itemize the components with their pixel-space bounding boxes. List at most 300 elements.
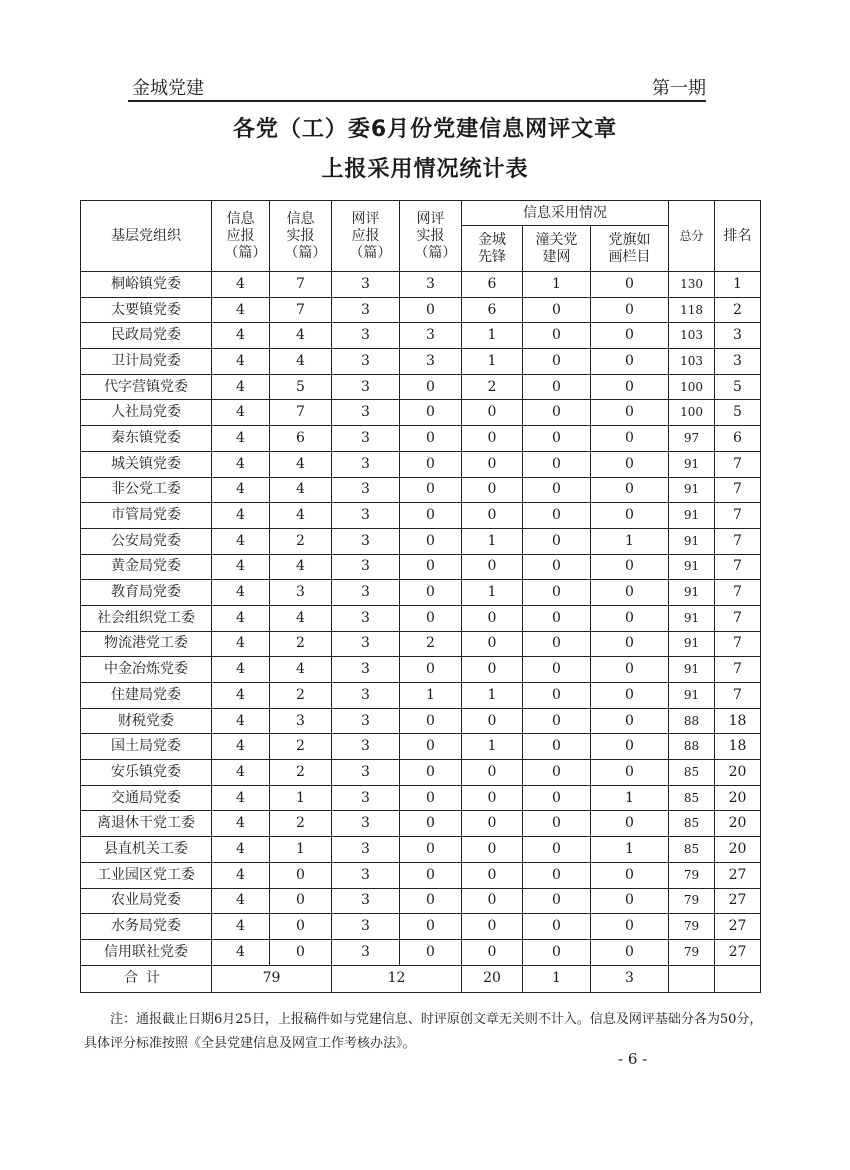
cell-info-quota: 4 — [212, 683, 270, 709]
cell-adopt-huangguan: 0 — [523, 837, 591, 863]
cell-web-actual: 0 — [400, 914, 462, 940]
publication-name: 金城党建 — [132, 78, 204, 99]
cell-info-quota: 4 — [212, 400, 270, 426]
cell-adopt-huangguan: 0 — [523, 939, 591, 965]
cell-adopt-dangqi: 1 — [591, 837, 669, 863]
cell-adopt-jincheng: 0 — [462, 631, 523, 657]
cell-org: 公安局党委 — [81, 528, 212, 554]
cell-web-actual: 0 — [400, 605, 462, 631]
table-title-line1: 各党（工）委6月份党建信息网评文章 — [232, 117, 618, 142]
cell-rank: 20 — [715, 811, 761, 837]
cell-web-quota: 3 — [332, 477, 400, 503]
cell-web-actual: 0 — [400, 708, 462, 734]
cell-info-quota: 4 — [212, 914, 270, 940]
cell-web-quota: 3 — [332, 760, 400, 786]
cell-adopt-jincheng: 0 — [462, 811, 523, 837]
cell-info-quota: 4 — [212, 837, 270, 863]
cell-info-actual: 7 — [270, 272, 332, 298]
cell-adopt-huangguan: 0 — [523, 605, 591, 631]
cell-info-actual: 3 — [270, 708, 332, 734]
cell-web-quota: 3 — [332, 631, 400, 657]
cell-adopt-huangguan: 0 — [523, 734, 591, 760]
cell-rank: 5 — [715, 374, 761, 400]
cell-total-score: 79 — [669, 939, 715, 965]
cell-adopt-jincheng: 0 — [462, 400, 523, 426]
cell-org: 交通局党委 — [81, 785, 212, 811]
cell-adopt-dangqi: 0 — [591, 323, 669, 349]
cell-org: 水务局党委 — [81, 914, 212, 940]
cell-total-score: 100 — [669, 400, 715, 426]
cell-org: 市管局党委 — [81, 503, 212, 529]
cell-info-quota: 4 — [212, 939, 270, 965]
table-row — [81, 837, 761, 863]
table-row — [81, 323, 761, 349]
cell-rank: 3 — [715, 323, 761, 349]
cell-adopt-dangqi: 0 — [591, 554, 669, 580]
cell-info-quota: 4 — [212, 451, 270, 477]
table-footer — [81, 965, 761, 992]
cell-info-actual: 4 — [270, 451, 332, 477]
cell-rank: 7 — [715, 503, 761, 529]
cell-total-score: 88 — [669, 734, 715, 760]
cell-info-quota: 4 — [212, 888, 270, 914]
cell-rank: 3 — [715, 349, 761, 375]
cell-info-actual: 0 — [270, 914, 332, 940]
table-row — [81, 580, 761, 606]
cell-org: 太要镇党委 — [81, 297, 212, 323]
cell-adopt-jincheng: 1 — [462, 734, 523, 760]
cell-total-score: 91 — [669, 451, 715, 477]
cell-web-actual: 3 — [400, 272, 462, 298]
cell-adopt-huangguan: 0 — [523, 323, 591, 349]
cell-info-quota: 4 — [212, 760, 270, 786]
table-row — [81, 708, 761, 734]
page-number: - 6 - — [618, 1050, 648, 1068]
cell-web-actual: 0 — [400, 400, 462, 426]
cell-rank: 7 — [715, 451, 761, 477]
header-adopt-jincheng: 金城先锋 — [462, 226, 523, 272]
cell-org: 国土局党委 — [81, 734, 212, 760]
cell-info-actual: 2 — [270, 528, 332, 554]
cell-adopt-huangguan: 0 — [523, 888, 591, 914]
statistics-table — [80, 200, 761, 993]
cell-adopt-dangqi: 1 — [591, 785, 669, 811]
cell-web-quota: 3 — [332, 374, 400, 400]
cell-web-actual: 0 — [400, 760, 462, 786]
totals-web: 12 — [332, 965, 462, 992]
cell-adopt-jincheng: 1 — [462, 528, 523, 554]
cell-adopt-huangguan: 0 — [523, 760, 591, 786]
cell-web-actual: 0 — [400, 426, 462, 452]
cell-web-actual: 0 — [400, 657, 462, 683]
cell-info-quota: 4 — [212, 374, 270, 400]
cell-info-quota: 4 — [212, 580, 270, 606]
header-adopt-huangguan: 潼关党建网 — [523, 226, 591, 272]
cell-adopt-huangguan: 0 — [523, 374, 591, 400]
cell-adopt-jincheng: 0 — [462, 837, 523, 863]
cell-web-quota: 3 — [332, 708, 400, 734]
cell-web-quota: 3 — [332, 272, 400, 298]
cell-web-quota: 3 — [332, 837, 400, 863]
cell-rank: 7 — [715, 605, 761, 631]
cell-total-score: 91 — [669, 631, 715, 657]
cell-info-quota: 4 — [212, 349, 270, 375]
cell-adopt-jincheng: 0 — [462, 862, 523, 888]
cell-org: 中金冶炼党委 — [81, 657, 212, 683]
cell-web-actual: 0 — [400, 837, 462, 863]
cell-adopt-dangqi: 0 — [591, 683, 669, 709]
cell-web-actual: 0 — [400, 811, 462, 837]
table-row — [81, 888, 761, 914]
cell-adopt-jincheng: 0 — [462, 888, 523, 914]
cell-info-quota: 4 — [212, 631, 270, 657]
cell-org: 卫计局党委 — [81, 349, 212, 375]
cell-adopt-dangqi: 0 — [591, 400, 669, 426]
cell-info-actual: 2 — [270, 811, 332, 837]
totals-rank — [715, 965, 761, 992]
cell-total-score: 91 — [669, 580, 715, 606]
cell-adopt-dangqi: 0 — [591, 503, 669, 529]
cell-info-actual: 6 — [270, 426, 332, 452]
cell-adopt-dangqi: 0 — [591, 939, 669, 965]
cell-rank: 18 — [715, 734, 761, 760]
header-total-score: 总分 — [669, 201, 715, 272]
cell-rank: 7 — [715, 477, 761, 503]
cell-web-actual: 0 — [400, 785, 462, 811]
cell-adopt-jincheng: 2 — [462, 374, 523, 400]
cell-info-quota: 4 — [212, 477, 270, 503]
cell-total-score: 88 — [669, 708, 715, 734]
table-title-line2: 上报采用情况统计表 — [321, 157, 529, 182]
cell-adopt-huangguan: 0 — [523, 862, 591, 888]
cell-adopt-dangqi: 0 — [591, 477, 669, 503]
cell-web-actual: 0 — [400, 297, 462, 323]
table-header — [81, 201, 761, 272]
cell-info-quota: 4 — [212, 272, 270, 298]
cell-adopt-huangguan: 0 — [523, 503, 591, 529]
cell-info-quota: 4 — [212, 862, 270, 888]
cell-web-quota: 3 — [332, 349, 400, 375]
cell-adopt-dangqi: 0 — [591, 862, 669, 888]
cell-web-quota: 3 — [332, 939, 400, 965]
cell-total-score: 79 — [669, 862, 715, 888]
cell-adopt-jincheng: 0 — [462, 426, 523, 452]
cell-info-quota: 4 — [212, 323, 270, 349]
cell-org: 代字营镇党委 — [81, 374, 212, 400]
cell-total-score: 91 — [669, 503, 715, 529]
cell-rank: 18 — [715, 708, 761, 734]
cell-info-quota: 4 — [212, 426, 270, 452]
cell-rank: 27 — [715, 888, 761, 914]
cell-total-score: 91 — [669, 477, 715, 503]
table-body — [81, 272, 761, 966]
cell-adopt-huangguan: 0 — [523, 811, 591, 837]
cell-adopt-huangguan: 0 — [523, 451, 591, 477]
table-row — [81, 683, 761, 709]
cell-adopt-jincheng: 0 — [462, 760, 523, 786]
cell-adopt-jincheng: 1 — [462, 683, 523, 709]
cell-org: 教育局党委 — [81, 580, 212, 606]
cell-info-actual: 0 — [270, 888, 332, 914]
totals-jincheng: 20 — [462, 965, 523, 992]
table-row — [81, 451, 761, 477]
cell-adopt-jincheng: 6 — [462, 272, 523, 298]
cell-web-actual: 0 — [400, 862, 462, 888]
cell-total-score: 97 — [669, 426, 715, 452]
cell-web-quota: 3 — [332, 862, 400, 888]
cell-total-score: 91 — [669, 605, 715, 631]
cell-org: 人社局党委 — [81, 400, 212, 426]
table-row — [81, 914, 761, 940]
cell-info-actual: 0 — [270, 862, 332, 888]
table-row — [81, 734, 761, 760]
cell-web-quota: 3 — [332, 811, 400, 837]
cell-web-actual: 0 — [400, 528, 462, 554]
cell-info-actual: 4 — [270, 503, 332, 529]
cell-org: 城关镇党委 — [81, 451, 212, 477]
cell-org: 财税党委 — [81, 708, 212, 734]
cell-rank: 27 — [715, 914, 761, 940]
table-row — [81, 939, 761, 965]
cell-adopt-dangqi: 0 — [591, 708, 669, 734]
cell-info-quota: 4 — [212, 811, 270, 837]
cell-web-quota: 3 — [332, 528, 400, 554]
cell-total-score: 130 — [669, 272, 715, 298]
cell-adopt-huangguan: 0 — [523, 528, 591, 554]
cell-total-score: 103 — [669, 323, 715, 349]
cell-adopt-huangguan: 0 — [523, 349, 591, 375]
cell-adopt-dangqi: 0 — [591, 734, 669, 760]
cell-adopt-jincheng: 0 — [462, 939, 523, 965]
cell-rank: 27 — [715, 862, 761, 888]
table-row — [81, 657, 761, 683]
table-row — [81, 631, 761, 657]
cell-adopt-jincheng: 0 — [462, 914, 523, 940]
cell-adopt-jincheng: 0 — [462, 451, 523, 477]
cell-info-actual: 7 — [270, 400, 332, 426]
cell-info-actual: 4 — [270, 554, 332, 580]
cell-rank: 6 — [715, 426, 761, 452]
table-row — [81, 785, 761, 811]
cell-info-quota: 4 — [212, 528, 270, 554]
table-row — [81, 811, 761, 837]
cell-web-actual: 0 — [400, 477, 462, 503]
cell-total-score: 91 — [669, 554, 715, 580]
cell-info-actual: 3 — [270, 580, 332, 606]
cell-rank: 27 — [715, 939, 761, 965]
cell-org: 离退休干党工委 — [81, 811, 212, 837]
header-adoption-group: 信息采用情况 — [462, 201, 669, 226]
cell-info-actual: 4 — [270, 349, 332, 375]
cell-total-score: 91 — [669, 657, 715, 683]
cell-total-score: 85 — [669, 837, 715, 863]
table-row — [81, 760, 761, 786]
cell-adopt-jincheng: 1 — [462, 349, 523, 375]
table-row — [81, 400, 761, 426]
cell-adopt-dangqi: 0 — [591, 631, 669, 657]
totals-info: 79 — [212, 965, 332, 992]
cell-web-quota: 3 — [332, 554, 400, 580]
cell-total-score: 85 — [669, 811, 715, 837]
cell-adopt-huangguan: 0 — [523, 708, 591, 734]
cell-adopt-dangqi: 0 — [591, 272, 669, 298]
cell-adopt-dangqi: 0 — [591, 657, 669, 683]
cell-rank: 2 — [715, 297, 761, 323]
cell-org: 农业局党委 — [81, 888, 212, 914]
cell-web-quota: 3 — [332, 580, 400, 606]
cell-total-score: 103 — [669, 349, 715, 375]
table-row — [81, 503, 761, 529]
cell-adopt-jincheng: 1 — [462, 323, 523, 349]
cell-org: 住建局党委 — [81, 683, 212, 709]
cell-info-actual: 2 — [270, 683, 332, 709]
cell-org: 安乐镇党委 — [81, 760, 212, 786]
cell-org: 民政局党委 — [81, 323, 212, 349]
cell-info-quota: 4 — [212, 605, 270, 631]
cell-org: 信用联社党委 — [81, 939, 212, 965]
cell-web-actual: 0 — [400, 451, 462, 477]
cell-adopt-dangqi: 0 — [591, 888, 669, 914]
cell-web-actual: 0 — [400, 503, 462, 529]
cell-adopt-huangguan: 0 — [523, 554, 591, 580]
table-row — [81, 605, 761, 631]
issue-number: 第一期 — [652, 78, 706, 99]
cell-adopt-huangguan: 1 — [523, 272, 591, 298]
cell-adopt-dangqi: 0 — [591, 349, 669, 375]
cell-web-actual: 0 — [400, 554, 462, 580]
cell-info-actual: 2 — [270, 631, 332, 657]
cell-total-score: 85 — [669, 785, 715, 811]
cell-info-quota: 4 — [212, 554, 270, 580]
cell-rank: 7 — [715, 580, 761, 606]
cell-adopt-dangqi: 0 — [591, 297, 669, 323]
cell-web-actual: 0 — [400, 580, 462, 606]
cell-adopt-huangguan: 0 — [523, 400, 591, 426]
cell-adopt-huangguan: 0 — [523, 297, 591, 323]
cell-web-quota: 3 — [332, 503, 400, 529]
cell-org: 桐峪镇党委 — [81, 272, 212, 298]
header-info-quota: 信息应报（篇） — [212, 201, 270, 272]
cell-web-actual: 3 — [400, 349, 462, 375]
table-row — [81, 297, 761, 323]
cell-web-actual: 2 — [400, 631, 462, 657]
header-org: 基层党组织 — [81, 201, 212, 272]
cell-info-actual: 4 — [270, 605, 332, 631]
cell-adopt-dangqi: 1 — [591, 528, 669, 554]
cell-total-score: 91 — [669, 683, 715, 709]
cell-web-quota: 3 — [332, 451, 400, 477]
cell-adopt-jincheng: 0 — [462, 785, 523, 811]
cell-total-score: 91 — [669, 528, 715, 554]
cell-info-quota: 4 — [212, 734, 270, 760]
cell-rank: 1 — [715, 272, 761, 298]
table-row — [81, 272, 761, 298]
table-row — [81, 349, 761, 375]
cell-adopt-dangqi: 0 — [591, 451, 669, 477]
cell-web-actual: 0 — [400, 888, 462, 914]
cell-adopt-jincheng: 0 — [462, 477, 523, 503]
cell-adopt-jincheng: 0 — [462, 708, 523, 734]
cell-adopt-dangqi: 0 — [591, 760, 669, 786]
cell-web-quota: 3 — [332, 400, 400, 426]
cell-org: 非公党工委 — [81, 477, 212, 503]
cell-adopt-huangguan: 0 — [523, 657, 591, 683]
cell-adopt-dangqi: 0 — [591, 580, 669, 606]
cell-adopt-huangguan: 0 — [523, 631, 591, 657]
cell-web-quota: 3 — [332, 657, 400, 683]
cell-adopt-dangqi: 0 — [591, 426, 669, 452]
cell-rank: 20 — [715, 785, 761, 811]
totals-dangqi: 3 — [591, 965, 669, 992]
cell-rank: 7 — [715, 657, 761, 683]
cell-adopt-huangguan: 0 — [523, 477, 591, 503]
cell-adopt-dangqi: 0 — [591, 811, 669, 837]
cell-info-quota: 4 — [212, 785, 270, 811]
cell-total-score: 100 — [669, 374, 715, 400]
totals-row — [81, 965, 761, 992]
cell-info-quota: 4 — [212, 657, 270, 683]
cell-adopt-huangguan: 0 — [523, 426, 591, 452]
cell-web-quota: 3 — [332, 734, 400, 760]
cell-info-actual: 4 — [270, 657, 332, 683]
cell-web-quota: 3 — [332, 323, 400, 349]
cell-info-actual: 4 — [270, 323, 332, 349]
header-info-actual: 信息实报（篇） — [270, 201, 332, 272]
table-row — [81, 554, 761, 580]
header-rank: 排名 — [715, 201, 761, 272]
cell-adopt-jincheng: 0 — [462, 605, 523, 631]
cell-adopt-jincheng: 0 — [462, 554, 523, 580]
cell-web-actual: 0 — [400, 734, 462, 760]
table-row — [81, 426, 761, 452]
cell-rank: 20 — [715, 760, 761, 786]
totals-huangguan: 1 — [523, 965, 591, 992]
cell-adopt-dangqi: 0 — [591, 374, 669, 400]
cell-org: 县直机关工委 — [81, 837, 212, 863]
cell-rank: 20 — [715, 837, 761, 863]
cell-web-actual: 0 — [400, 374, 462, 400]
cell-info-quota: 4 — [212, 297, 270, 323]
cell-total-score: 85 — [669, 760, 715, 786]
table-row — [81, 862, 761, 888]
cell-adopt-jincheng: 0 — [462, 503, 523, 529]
table-row — [81, 374, 761, 400]
cell-web-quota: 3 — [332, 605, 400, 631]
header-web-quota: 网评应报（篇） — [332, 201, 400, 272]
cell-web-actual: 1 — [400, 683, 462, 709]
cell-adopt-dangqi: 0 — [591, 914, 669, 940]
running-header — [128, 74, 706, 102]
cell-web-quota: 3 — [332, 426, 400, 452]
cell-adopt-jincheng: 0 — [462, 657, 523, 683]
cell-adopt-huangguan: 0 — [523, 580, 591, 606]
cell-adopt-huangguan: 0 — [523, 785, 591, 811]
cell-web-quota: 3 — [332, 888, 400, 914]
header-web-actual: 网评实报（篇） — [400, 201, 462, 272]
cell-rank: 7 — [715, 554, 761, 580]
cell-info-actual: 7 — [270, 297, 332, 323]
cell-web-quota: 3 — [332, 914, 400, 940]
cell-info-quota: 4 — [212, 708, 270, 734]
totals-label: 合计 — [81, 965, 212, 992]
cell-org: 工业园区党工委 — [81, 862, 212, 888]
cell-info-actual: 2 — [270, 734, 332, 760]
cell-adopt-jincheng: 1 — [462, 580, 523, 606]
header-adopt-dangqi: 党旗如画栏目 — [591, 226, 669, 272]
cell-org: 秦东镇党委 — [81, 426, 212, 452]
cell-org: 社会组织党工委 — [81, 605, 212, 631]
table-row — [81, 477, 761, 503]
